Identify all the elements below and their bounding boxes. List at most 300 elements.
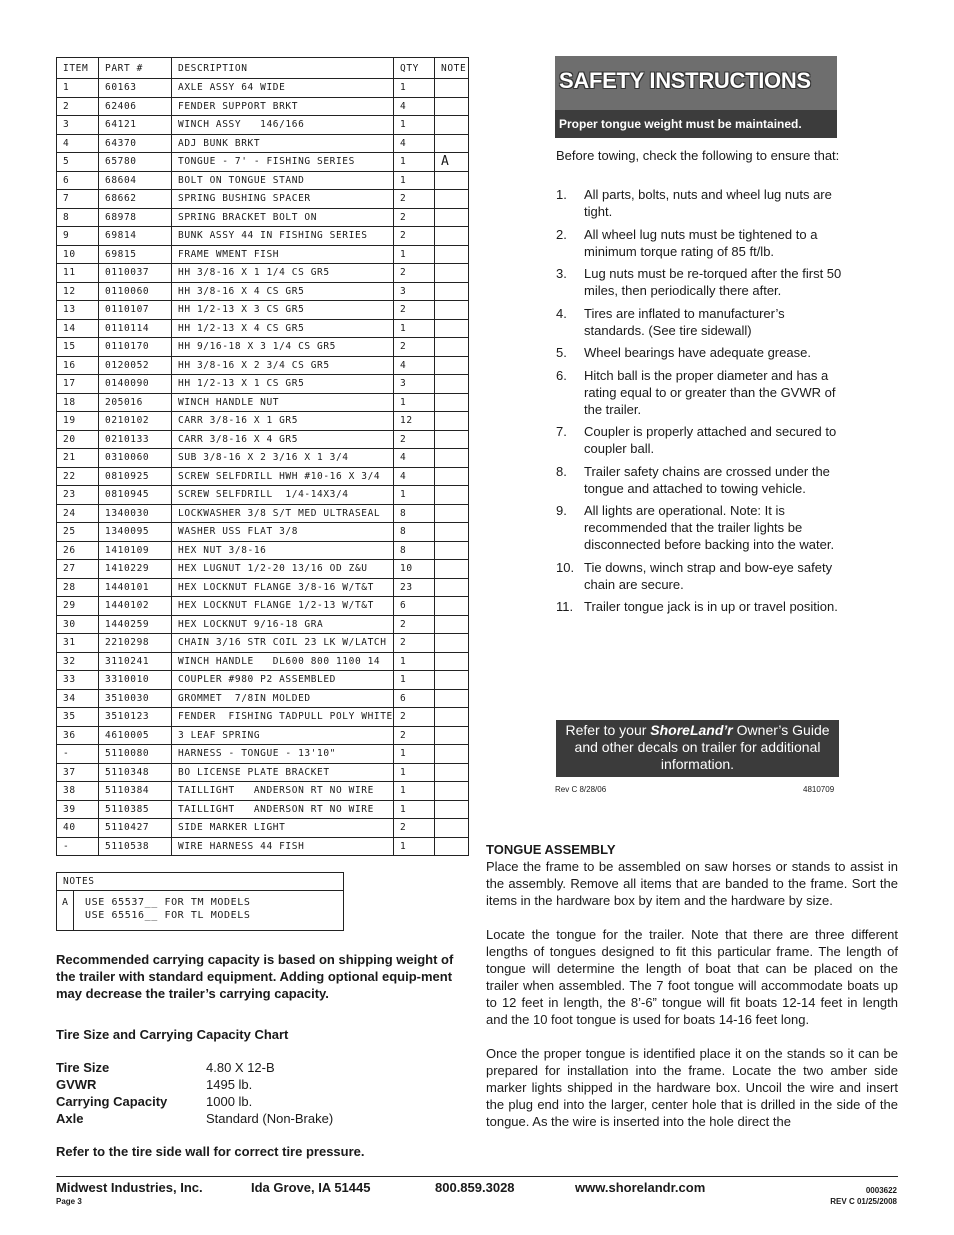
description-cell: TAILLIGHT ANDERSON RT NO WIRE: [172, 782, 394, 801]
spec-value: 1495 lb.: [206, 1077, 253, 1092]
notes-letter: A: [62, 897, 69, 908]
note-cell: [435, 301, 469, 320]
description-cell: HEX NUT 3/8-16: [172, 541, 394, 560]
part-cell: 2210298: [99, 634, 172, 653]
part-cell: 68662: [99, 190, 172, 209]
tongue-paragraph: Locate the tongue for the trailer. Note that there are three different lengths of tongues designed to fit this particular frame. The length of tongue will determine the length of boat that can be placed on the trailer when assembled. The 7 foot tongue will accommodate boats up to 12 feet in length, the 8’-6” tongue will fit boats 12-14 feet in length and the 10 foot tongue is used for boats 14-16 feet long.: [486, 927, 898, 1027]
safety-subtitle: Proper tongue weight must be maintained.: [555, 110, 837, 138]
spec-label: Tire Size: [56, 1060, 110, 1075]
table-row: [57, 79, 469, 98]
note-cell: [435, 708, 469, 727]
safety-item-text: All lights are operational. Note: It is recommended that the trailer lights be disconnected before backing into the water.: [584, 503, 835, 552]
description-cell: AXLE ASSY 64 WIDE: [172, 79, 394, 98]
col-note: NOTE: [435, 58, 469, 79]
qty-cell: 6: [394, 597, 435, 616]
description-cell: SPRING BRACKET BOLT ON: [172, 208, 394, 227]
table-row: [57, 578, 469, 597]
capacity-note: Recommended carrying capacity is based on shipping weight of the trailer with standard equipment. Adding optional equip-ment may decrease the trailer’s carrying capacity.: [56, 952, 454, 1001]
footer-revision: REV C 01/25/2008: [830, 1197, 897, 1206]
part-cell: 0810945: [99, 486, 172, 505]
note-cell: [435, 430, 469, 449]
item-cell: 7: [57, 190, 99, 209]
item-cell: 25: [57, 523, 99, 542]
qty-cell: 2: [394, 726, 435, 745]
qty-cell: 2: [394, 819, 435, 838]
description-cell: TONGUE - 7' - FISHING SERIES: [172, 153, 394, 172]
description-cell: WINCH HANDLE DL600 800 1100 14: [172, 652, 394, 671]
item-cell: -: [57, 745, 99, 764]
description-cell: FENDER SUPPORT BRKT: [172, 97, 394, 116]
col-description: DESCRIPTION: [172, 58, 394, 79]
description-cell: TAILLIGHT ANDERSON RT NO WIRE: [172, 800, 394, 819]
part-cell: 1440259: [99, 615, 172, 634]
description-cell: SUB 3/8-16 X 2 3/16 X 1 3/4: [172, 449, 394, 468]
item-cell: 3: [57, 116, 99, 135]
footer-company: Midwest Industries, Inc.: [56, 1180, 203, 1195]
description-cell: ADJ BUNK BRKT: [172, 134, 394, 153]
description-cell: BOLT ON TONGUE STAND: [172, 171, 394, 190]
note-cell: [435, 449, 469, 468]
table-row: [57, 467, 469, 486]
qty-cell: 12: [394, 412, 435, 431]
safety-item: [556, 226, 846, 260]
qty-cell: 4: [394, 356, 435, 375]
description-cell: HH 1/2-13 X 4 CS GR5: [172, 319, 394, 338]
note-cell: [435, 800, 469, 819]
safety-item: [556, 265, 846, 299]
spec-value: 1000 lb.: [206, 1094, 253, 1109]
note-cell: [435, 134, 469, 153]
part-cell: 0310060: [99, 449, 172, 468]
table-row: [57, 375, 469, 394]
qty-cell: 2: [394, 615, 435, 634]
description-cell: HH 3/8-16 X 4 CS GR5: [172, 282, 394, 301]
item-cell: -: [57, 837, 99, 856]
qty-cell: 2: [394, 190, 435, 209]
part-cell: 205016: [99, 393, 172, 412]
table-row: [57, 486, 469, 505]
safety-item-text: Trailer safety chains are crossed under the tongue and attached to towing vehicle.: [584, 463, 830, 496]
qty-cell: 1: [394, 245, 435, 264]
part-cell: 1440101: [99, 578, 172, 597]
footer-phone: 800.859.3028: [435, 1180, 515, 1195]
note-cell: [435, 578, 469, 597]
table-row: [57, 726, 469, 745]
description-cell: SIDE MARKER LIGHT: [172, 819, 394, 838]
part-cell: 1410109: [99, 541, 172, 560]
table-row: [57, 319, 469, 338]
description-cell: HH 1/2-13 X 1 CS GR5: [172, 375, 394, 394]
description-cell: FRAME WMENT FISH: [172, 245, 394, 264]
table-row: [57, 208, 469, 227]
table-row: [57, 782, 469, 801]
safety-item-text: Trailer tongue jack is in up or travel position.: [584, 599, 838, 614]
note-cell: [435, 615, 469, 634]
spec-value: Standard (Non-Brake): [206, 1111, 334, 1126]
note-cell: [435, 726, 469, 745]
note-cell: [435, 652, 469, 671]
footer-doc-id: 0003622: [865, 1186, 897, 1195]
qty-cell: 1: [394, 763, 435, 782]
note-cell: [435, 763, 469, 782]
item-cell: 23: [57, 486, 99, 505]
description-cell: SCREW SELFDRILL HWH #10-16 X 3/4: [172, 467, 394, 486]
table-row: [57, 689, 469, 708]
description-cell: GROMMET 7/8IN MOLDED: [172, 689, 394, 708]
safety-item-text: Tires are inflated to manufacturer’s standards. (See tire sidewall): [584, 305, 785, 338]
note-cell: [435, 171, 469, 190]
item-cell: 31: [57, 634, 99, 653]
table-row: [57, 356, 469, 375]
item-cell: 22: [57, 467, 99, 486]
table-row: [57, 504, 469, 523]
part-cell: 5110348: [99, 763, 172, 782]
table-row: [57, 763, 469, 782]
item-cell: 18: [57, 393, 99, 412]
item-cell: 2: [57, 97, 99, 116]
note-cell: [435, 504, 469, 523]
item-cell: 8: [57, 208, 99, 227]
note-cell: [435, 412, 469, 431]
item-cell: 33: [57, 671, 99, 690]
safety-doc-number: 4810709: [803, 785, 835, 794]
description-cell: HH 9/16-18 X 3 1/4 CS GR5: [172, 338, 394, 357]
part-cell: 62406: [99, 97, 172, 116]
note-cell: [435, 745, 469, 764]
footer-page: Page 3: [56, 1197, 82, 1206]
item-cell: 13: [57, 301, 99, 320]
safety-intro: Before towing, check the following to ensure that:: [556, 148, 840, 163]
part-cell: 69814: [99, 227, 172, 246]
table-row: [57, 671, 469, 690]
description-cell: CARR 3/8-16 X 4 GR5: [172, 430, 394, 449]
table-row: [57, 116, 469, 135]
item-cell: 1: [57, 79, 99, 98]
tongue-assembly-section: [486, 841, 898, 1147]
qty-cell: 1: [394, 652, 435, 671]
item-cell: 39: [57, 800, 99, 819]
table-row: [57, 560, 469, 579]
table-row: [57, 97, 469, 116]
qty-cell: 8: [394, 541, 435, 560]
spec-row: [56, 1059, 333, 1076]
item-cell: 24: [57, 504, 99, 523]
qty-cell: 6: [394, 689, 435, 708]
qty-cell: 3: [394, 375, 435, 394]
qty-cell: 1: [394, 79, 435, 98]
table-row: [57, 190, 469, 209]
safety-item-text: Hitch ball is the proper diameter and has a rating equal to or greater than the GVWR of the trailer.: [584, 367, 836, 417]
note-cell: [435, 97, 469, 116]
part-cell: 3110241: [99, 652, 172, 671]
spec-row: [56, 1110, 333, 1127]
note-cell: [435, 227, 469, 246]
description-cell: BO LICENSE PLATE BRACKET: [172, 763, 394, 782]
safety-item-text: Tie downs, winch strap and bow-eye safety chain are secure.: [584, 559, 833, 592]
qty-cell: 1: [394, 393, 435, 412]
table-row: [57, 800, 469, 819]
qty-cell: 2: [394, 430, 435, 449]
notes-line: USE 65537__ FOR TM MODELS: [85, 897, 251, 908]
item-cell: 20: [57, 430, 99, 449]
item-cell: 36: [57, 726, 99, 745]
part-cell: 0210102: [99, 412, 172, 431]
note-cell: [435, 116, 469, 135]
description-cell: CHAIN 3/16 STR COIL 23 LK W/LATCH: [172, 634, 394, 653]
note-cell: [435, 486, 469, 505]
description-cell: WINCH HANDLE NUT: [172, 393, 394, 412]
note-cell: [435, 671, 469, 690]
table-row: [57, 301, 469, 320]
safety-item: [556, 367, 846, 418]
safety-item-text: Wheel bearings have adequate grease.: [584, 345, 811, 360]
description-cell: WASHER USS FLAT 3/8: [172, 523, 394, 542]
description-cell: BUNK ASSY 44 IN FISHING SERIES: [172, 227, 394, 246]
note-cell: [435, 282, 469, 301]
part-cell: 1440102: [99, 597, 172, 616]
table-row: [57, 227, 469, 246]
qty-cell: 2: [394, 264, 435, 283]
part-cell: 0810925: [99, 467, 172, 486]
safety-item-number: 10.: [556, 559, 575, 575]
tongue-heading: TONGUE ASSEMBLY: [486, 842, 616, 857]
item-cell: 12: [57, 282, 99, 301]
notes-header: NOTES: [57, 873, 343, 891]
safety-title: SAFETY INSTRUCTIONS: [559, 68, 811, 93]
item-cell: 4: [57, 134, 99, 153]
safety-item-text: All parts, bolts, nuts and wheel lug nuts are tight.: [584, 187, 832, 219]
note-cell: [435, 264, 469, 283]
part-cell: 3310010: [99, 671, 172, 690]
item-cell: 26: [57, 541, 99, 560]
tongue-paragraph: Once the proper tongue is identified place it on the stands so it can be prepared for installation into the frame. Locate the two amber side marker lights shipped in the hardware box. Uncoil the wire and insert the plug end into the larger, center hole that is drilled in the side of the tongue. As the wire is inserted into the hole direct the: [486, 1046, 898, 1129]
table-row: [57, 597, 469, 616]
qty-cell: 2: [394, 634, 435, 653]
part-cell: 1410229: [99, 560, 172, 579]
safety-item: [556, 423, 846, 457]
safety-item: [556, 502, 846, 553]
note-cell: A: [435, 153, 469, 172]
refer-box: [556, 720, 839, 777]
part-cell: 0110170: [99, 338, 172, 357]
part-cell: 1340095: [99, 523, 172, 542]
part-cell: 64121: [99, 116, 172, 135]
item-cell: 11: [57, 264, 99, 283]
item-cell: 40: [57, 819, 99, 838]
item-cell: 14: [57, 319, 99, 338]
safety-item-number: 2.: [556, 226, 567, 242]
safety-item-number: 11.: [556, 599, 574, 614]
safety-item-number: 6.: [556, 367, 567, 383]
item-cell: 10: [57, 245, 99, 264]
footer-rule: [56, 1176, 898, 1177]
safety-item-number: 8.: [556, 463, 567, 479]
part-cell: 3510030: [99, 689, 172, 708]
part-cell: 0120052: [99, 356, 172, 375]
qty-cell: 3: [394, 282, 435, 301]
safety-item-number: 3.: [556, 266, 567, 281]
description-cell: HH 3/8-16 X 2 3/4 CS GR5: [172, 356, 394, 375]
table-row: [57, 134, 469, 153]
spec-label: Carrying Capacity: [56, 1094, 168, 1109]
part-cell: 3510123: [99, 708, 172, 727]
tongue-paragraph: Place the frame to be assembled on saw horses or stands to assist in the assembly. Remove all items that are banded to the frame. Sort the items in the hardware box by item and the hardware by size.: [486, 859, 898, 908]
item-cell: 9: [57, 227, 99, 246]
table-row: [57, 541, 469, 560]
qty-cell: 4: [394, 134, 435, 153]
qty-cell: 1: [394, 782, 435, 801]
description-cell: HH 3/8-16 X 1 1/4 CS GR5: [172, 264, 394, 283]
item-cell: 35: [57, 708, 99, 727]
description-cell: HEX LOCKNUT FLANGE 3/8-16 W/T&T: [172, 578, 394, 597]
safety-item-text: All wheel lug nuts must be tightened to a minimum torque rating of 85 ft/lb.: [584, 226, 818, 259]
description-cell: FENDER FISHING TADPULL POLY WHITE: [172, 708, 394, 727]
qty-cell: 4: [394, 449, 435, 468]
note-cell: [435, 338, 469, 357]
qty-cell: 1: [394, 486, 435, 505]
item-cell: 34: [57, 689, 99, 708]
table-row: [57, 449, 469, 468]
qty-cell: 4: [394, 467, 435, 486]
description-cell: SCREW SELFDRILL 1/4-14X3/4: [172, 486, 394, 505]
col-item: ITEM: [57, 58, 99, 79]
table-row: [57, 708, 469, 727]
table-row: [57, 153, 469, 172]
table-row: [57, 171, 469, 190]
qty-cell: 1: [394, 153, 435, 172]
safety-item-number: 7.: [556, 424, 567, 439]
note-cell: [435, 782, 469, 801]
table-row: [57, 264, 469, 283]
safety-item: [556, 559, 846, 593]
note-cell: [435, 560, 469, 579]
qty-cell: 8: [394, 504, 435, 523]
table-row: [57, 430, 469, 449]
part-cell: 0110060: [99, 282, 172, 301]
note-cell: [435, 208, 469, 227]
note-cell: [435, 634, 469, 653]
safety-item-number: 9.: [556, 503, 567, 518]
item-cell: 17: [57, 375, 99, 394]
safety-item: [556, 344, 846, 361]
table-row: [57, 652, 469, 671]
description-cell: WIRE HARNESS 44 FISH: [172, 837, 394, 856]
item-cell: 21: [57, 449, 99, 468]
item-cell: 32: [57, 652, 99, 671]
qty-cell: 1: [394, 745, 435, 764]
qty-cell: 2: [394, 227, 435, 246]
safety-item: [556, 186, 846, 220]
item-cell: 38: [57, 782, 99, 801]
note-cell: [435, 375, 469, 394]
note-cell: [435, 819, 469, 838]
tire-pressure-note: Refer to the tire side wall for correct tire pressure.: [56, 1144, 365, 1159]
description-cell: 3 LEAF SPRING: [172, 726, 394, 745]
part-cell: 65780: [99, 153, 172, 172]
description-cell: LOCKWASHER 3/8 S/T MED ULTRASEAL: [172, 504, 394, 523]
qty-cell: 1: [394, 671, 435, 690]
safety-item: [556, 598, 846, 615]
note-cell: [435, 523, 469, 542]
refer-prefix: Refer to your: [565, 722, 651, 738]
part-cell: 5110384: [99, 782, 172, 801]
safety-rev: Rev C 8/28/06: [555, 785, 607, 794]
part-cell: 0210133: [99, 430, 172, 449]
part-cell: 68604: [99, 171, 172, 190]
table-row: [57, 615, 469, 634]
qty-cell: 2: [394, 338, 435, 357]
part-cell: 68978: [99, 208, 172, 227]
part-cell: 4610005: [99, 726, 172, 745]
table-row: [57, 745, 469, 764]
table-row: [57, 393, 469, 412]
table-row: [57, 282, 469, 301]
item-cell: 28: [57, 578, 99, 597]
part-cell: 1340030: [99, 504, 172, 523]
part-cell: 64370: [99, 134, 172, 153]
spec-label: GVWR: [56, 1077, 97, 1092]
item-cell: 29: [57, 597, 99, 616]
qty-cell: 1: [394, 319, 435, 338]
safety-item: [556, 305, 846, 339]
qty-cell: 1: [394, 800, 435, 819]
part-cell: 5110427: [99, 819, 172, 838]
notes-line: USE 65516__ FOR TL MODELS: [85, 910, 251, 921]
note-cell: [435, 541, 469, 560]
notes-box: [56, 872, 344, 931]
safety-banner: [555, 56, 837, 138]
chart-title: Tire Size and Carrying Capacity Chart: [56, 1027, 289, 1042]
parts-table: [56, 57, 469, 856]
note-cell: [435, 467, 469, 486]
safety-item-number: 5.: [556, 345, 567, 360]
part-cell: 5110385: [99, 800, 172, 819]
table-row: [57, 837, 469, 856]
spec-value: 4.80 X 12-B: [206, 1060, 275, 1075]
description-cell: HEX LUGNUT 1/2-20 13/16 OD Z&U: [172, 560, 394, 579]
table-row: [57, 245, 469, 264]
spec-row: [56, 1093, 333, 1110]
safety-item-text: Coupler is properly attached and secured to coupler ball.: [584, 424, 837, 456]
description-cell: CARR 3/8-16 X 1 GR5: [172, 412, 394, 431]
description-cell: HARNESS - TONGUE - 13'10": [172, 745, 394, 764]
qty-cell: 8: [394, 523, 435, 542]
note-cell: [435, 837, 469, 856]
note-cell: [435, 356, 469, 375]
table-row: [57, 412, 469, 431]
part-cell: 5110538: [99, 837, 172, 856]
description-cell: COUPLER #980 P2 ASSEMBLED: [172, 671, 394, 690]
item-cell: 16: [57, 356, 99, 375]
footer-website: www.shorelandr.com: [575, 1180, 706, 1195]
item-cell: 27: [57, 560, 99, 579]
safety-item-text: Lug nuts must be re-torqued after the first 50 miles, then periodically there after.: [584, 266, 842, 298]
parts-table-header: [57, 58, 469, 79]
qty-cell: 2: [394, 708, 435, 727]
item-cell: 15: [57, 338, 99, 357]
part-cell: 0110114: [99, 319, 172, 338]
item-cell: 19: [57, 412, 99, 431]
part-cell: 0140090: [99, 375, 172, 394]
qty-cell: 10: [394, 560, 435, 579]
col-qty: QTY: [394, 58, 435, 79]
qty-cell: 1: [394, 116, 435, 135]
refer-brand: ShoreLand’r: [650, 722, 733, 738]
qty-cell: 2: [394, 301, 435, 320]
item-cell: 6: [57, 171, 99, 190]
description-cell: HEX LOCKNUT FLANGE 1/2-13 W/T&T: [172, 597, 394, 616]
part-cell: 0110037: [99, 264, 172, 283]
